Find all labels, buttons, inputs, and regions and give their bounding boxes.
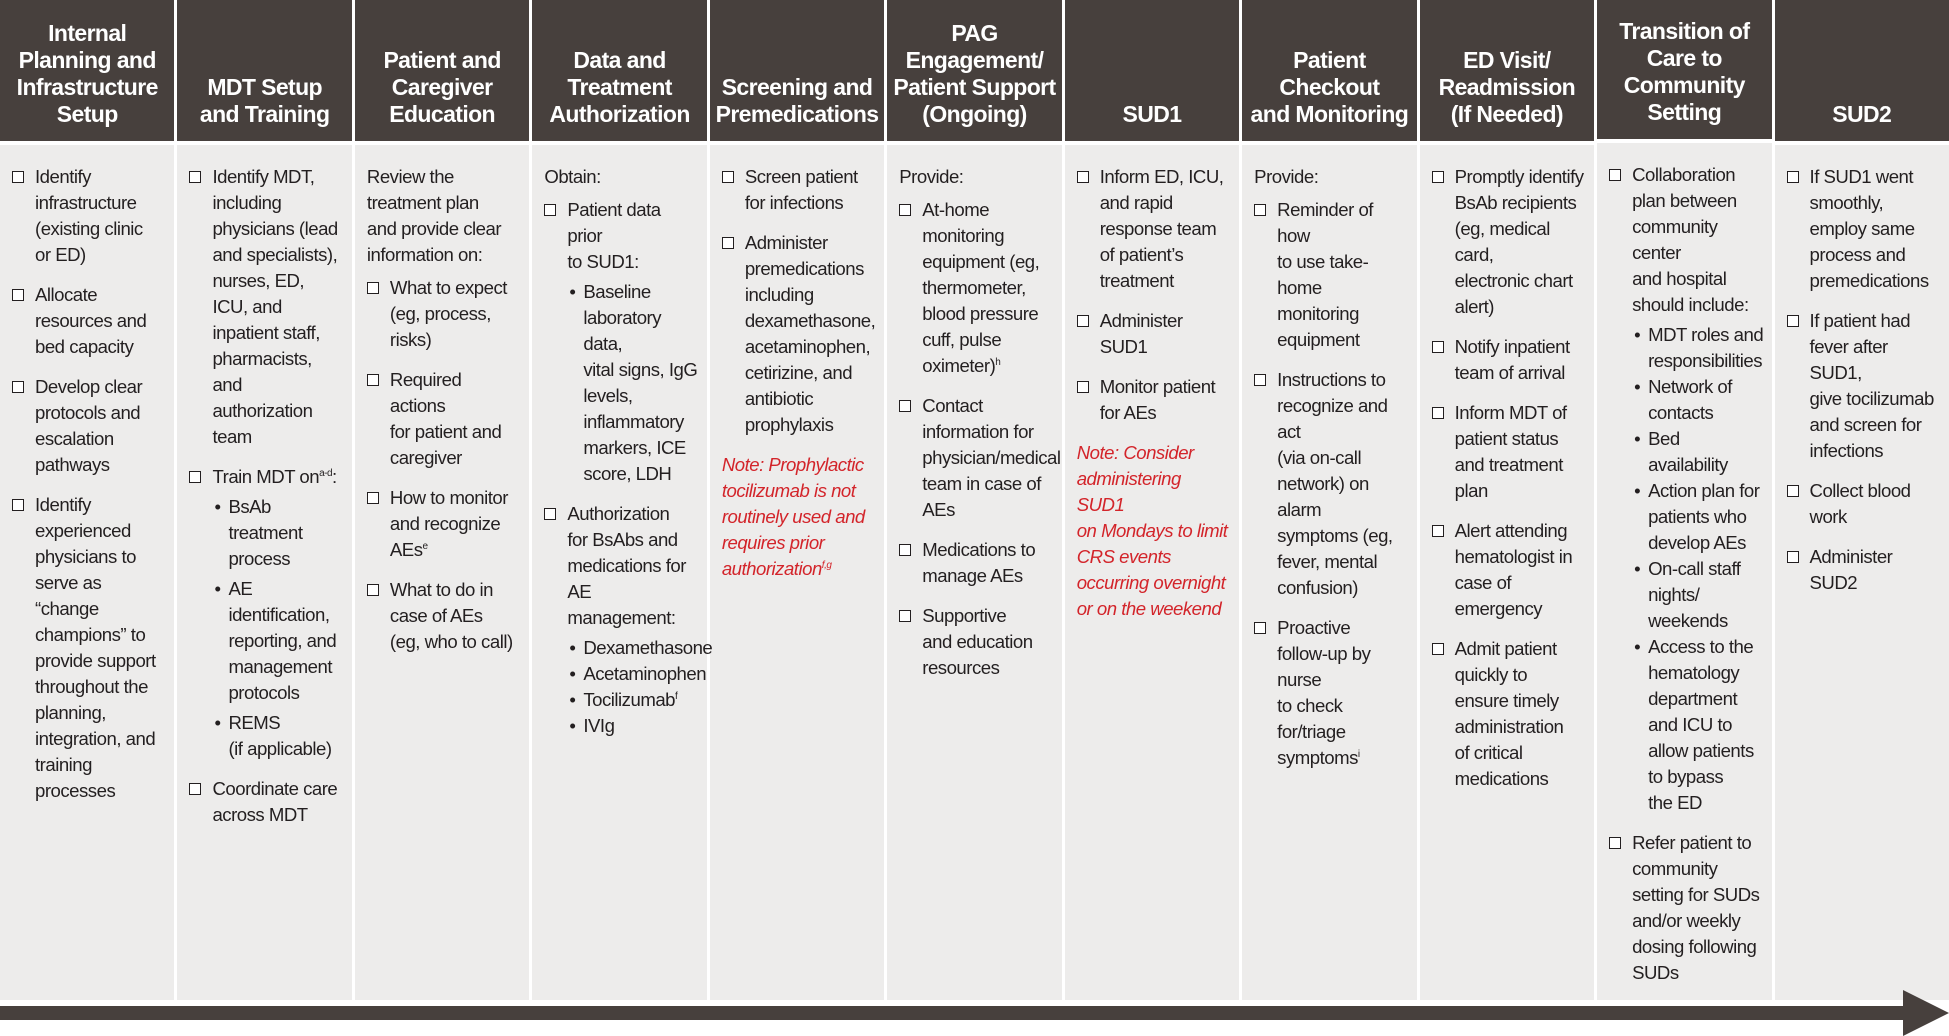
- checklist-item: Administer SUD2: [1787, 544, 1941, 596]
- timeline-arrow: [0, 990, 1949, 1036]
- arrow-head: [1903, 990, 1949, 1036]
- intro-text: Provide:: [1254, 166, 1319, 187]
- column-header: Data and Treatment Authorization: [532, 0, 706, 141]
- footnote-mark: f,g: [821, 559, 832, 571]
- column-body: [0, 145, 174, 1000]
- checklist-item: Screen patient for infections: [722, 164, 876, 216]
- column-header: Patient Checkout and Monitoring: [1242, 0, 1416, 141]
- checklist-item: Promptly identify BsAb recipients (eg, medical card, electronic chart alert): [1432, 164, 1586, 320]
- checklist-item: [899, 197, 1053, 379]
- column-body: [532, 145, 713, 1000]
- column-sud2: [1775, 0, 1949, 1000]
- column-body: [1420, 145, 1594, 1000]
- intro-text: Obtain:: [544, 166, 601, 187]
- bullet-item: • AE identification, reporting, and management protocols: [212, 576, 343, 706]
- checklist-item: Coordinate care across MDT: [189, 776, 343, 828]
- column-body: [355, 145, 529, 1000]
- column-sud1: [1065, 0, 1239, 1000]
- column-body: [177, 145, 351, 1000]
- footnote-mark: f: [675, 690, 678, 702]
- checklist-item: Required actions for patient and caregiver: [367, 367, 521, 471]
- item-text: At-home monitoring equipment (eg, thermometer, blood pressure cuff, pulse oximeter): [922, 199, 1040, 376]
- bullet-list: [1632, 322, 1763, 816]
- column-header: Patient and Caregiver Education: [355, 0, 529, 141]
- intro-text: Review the treatment plan and provide clear information on:: [366, 166, 502, 265]
- item-text-suffix: :: [332, 466, 337, 487]
- checklist-item: Collaboration plan between community center and hospital should include:: [1609, 162, 1763, 318]
- bullet-item: • Acetaminophen: [567, 661, 698, 687]
- footnote-mark: e: [422, 540, 428, 552]
- bullet-item: • Network of contacts: [1632, 374, 1763, 426]
- checklist-item: Collect blood work: [1787, 478, 1941, 530]
- checklist-item: Refer patient to community setting for SUDs and/or weekly dosing following SUDs: [1609, 830, 1763, 986]
- bullet-item: • Baseline laboratory data, vital signs, IgG levels, inflammatory markers, ICE score, LDH: [567, 279, 698, 487]
- checklist-item: Authorization for BsAbs and medications for AE management:: [544, 501, 698, 631]
- checklist-item: If SUD1 went smoothly, employ same process and premedications: [1787, 164, 1941, 294]
- checklist-item: Inform MDT of patient status and treatment plan: [1432, 400, 1586, 504]
- column-header: ED Visit/ Readmission (If Needed): [1420, 0, 1594, 141]
- column-header: MDT Setup and Training: [177, 0, 351, 141]
- checklist-item: What to expect (eg, process, risks): [367, 275, 521, 353]
- column-body: [1775, 145, 1949, 1000]
- bullet-item: • Bed availability: [1632, 426, 1763, 478]
- column-header: Internal Planning and Infrastructure Setup: [0, 0, 174, 141]
- column-body: [1242, 145, 1416, 1000]
- footnote-mark: h: [995, 356, 1001, 368]
- intro-text: Provide:: [899, 166, 964, 187]
- column-body: [887, 145, 1061, 1000]
- note-text: Note: Consider administering SUD1 on Mondays to limit CRS events occurring overnight or on the weekend: [1076, 442, 1228, 619]
- checklist-item: [1254, 615, 1408, 771]
- column-ed-visit: [1420, 0, 1594, 1000]
- checklist-item: Administer SUD1: [1077, 308, 1231, 360]
- bullet-list: [567, 279, 698, 487]
- checklist-item: Reminder of how to use take-home monitoring equipment: [1254, 197, 1408, 353]
- column-screening: [710, 0, 884, 1000]
- bullet-item: • Dexamethasone: [567, 635, 698, 661]
- bullet-list: [567, 635, 713, 739]
- bullet-list: [212, 494, 343, 762]
- item-text: Train MDT on: [212, 466, 320, 487]
- checklist-item: Supportive and education resources: [899, 603, 1053, 681]
- arrow-shaft: [0, 1006, 1905, 1020]
- checklist-item: [367, 485, 521, 563]
- bullet-text: Tocilizumab: [583, 689, 675, 710]
- column-body: [1597, 143, 1771, 1000]
- checklist-item: [189, 464, 343, 490]
- bullet-item: • REMS (if applicable): [212, 710, 343, 762]
- checklist-item: Inform ED, ICU, and rapid response team of patient’s treatment: [1077, 164, 1231, 294]
- column-body: [1065, 145, 1239, 1000]
- bullet-item: • On-call staff nights/ weekends: [1632, 556, 1763, 634]
- bullet-item: • Action plan for patients who develop AEs: [1632, 478, 1763, 556]
- checklist-item: Patient data prior to SUD1:: [544, 197, 698, 275]
- checklist-item: Allocate resources and bed capacity: [12, 282, 166, 360]
- checklist-item: Develop clear protocols and escalation pathways: [12, 374, 166, 478]
- column-header: Screening and Premedications: [710, 0, 884, 141]
- note-body: Note: Prophylactic tocilizumab is not routinely used and requires prior authorization: [721, 454, 865, 579]
- column-internal-planning: [0, 0, 174, 1000]
- column-pag-engagement: [887, 0, 1061, 1000]
- column-header: Transition of Care to Community Setting: [1597, 0, 1771, 139]
- checklist-item: Notify inpatient team of arrival: [1432, 334, 1586, 386]
- bullet-item: • MDT roles and responsibilities: [1632, 322, 1763, 374]
- checklist-item: Administer premedications including dexamethasone, acetaminophen, cetirizine, and antibiotic prophylaxis: [722, 230, 876, 438]
- bullet-item: • BsAb treatment process: [212, 494, 343, 572]
- checklist-item: Instructions to recognize and act (via on-call network) on alarm symptoms (eg, fever, mental confusion): [1254, 367, 1408, 601]
- checklist-item: What to do in case of AEs (eg, who to call): [367, 577, 521, 655]
- footnote-mark: i: [1357, 748, 1360, 760]
- column-header: PAG Engagement/ Patient Support (Ongoing): [887, 0, 1061, 141]
- item-text: Proactive follow-up by nurse to check for/triage symptoms: [1277, 617, 1371, 768]
- checklist-item: Medications to manage AEs: [899, 537, 1053, 589]
- column-body: [710, 145, 884, 1000]
- column-header: SUD1: [1065, 0, 1239, 141]
- note-text: [722, 452, 876, 582]
- item-text: How to monitor and recognize AEs: [389, 487, 508, 560]
- footnote-mark: a-d: [319, 467, 333, 479]
- column-transition-of-care: [1597, 0, 1771, 1000]
- bullet-item: • IVIg: [567, 713, 698, 739]
- checklist-item: Monitor patient for AEs: [1077, 374, 1231, 426]
- column-patient-checkout: [1242, 0, 1416, 1000]
- checklist-item: Identify experienced physicians to serve as “change champions” to provide support throughout the planning, integration, and training processes: [12, 492, 166, 804]
- column-patient-education: [355, 0, 529, 1000]
- bullet-item: • Access to the hematology department and ICU to allow patients to bypass the ED: [1632, 634, 1763, 816]
- checklist-item: If patient had fever after SUD1, give tocilizumab and screen for infections: [1787, 308, 1941, 464]
- bullet-item: [567, 687, 698, 713]
- checklist-item: Contact information for physician/medical team in case of AEs: [899, 393, 1053, 523]
- checklist-item: Alert attending hematologist in case of emergency: [1432, 518, 1586, 622]
- checklist-item: Admit patient quickly to ensure timely administration of critical medications: [1432, 636, 1586, 792]
- column-header: SUD2: [1775, 0, 1949, 141]
- checklist-item: Identify infrastructure (existing clinic or ED): [12, 164, 166, 268]
- column-mdt-setup: [177, 0, 351, 1000]
- column-data-authorization: [532, 0, 713, 1000]
- checklist-item: Identify MDT, including physicians (lead and specialists), nurses, ED, ICU, and inpatient staff, pharmacists, and authorization team: [189, 164, 343, 450]
